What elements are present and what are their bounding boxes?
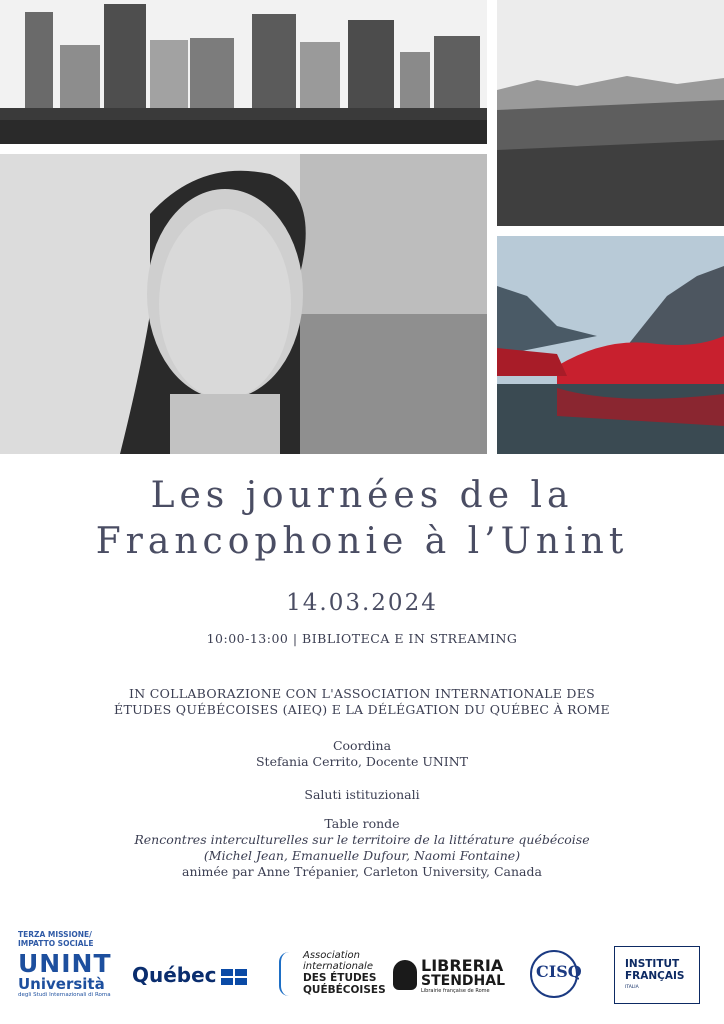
- collaboration-text: [0, 686, 724, 718]
- aieq-line1: Association: [303, 950, 360, 961]
- quebec-logo: [132, 963, 247, 987]
- table-ronde-block: [0, 816, 724, 880]
- aieq-mark-icon: [279, 952, 299, 996]
- coordination-label: Coordina: [332, 738, 392, 753]
- institut-line2: FRANÇAIS: [625, 970, 685, 982]
- unint-mission-line1: TERZA MISSIONE/: [18, 930, 92, 939]
- stendhal-portrait-icon: [393, 960, 417, 990]
- cisq-logo: [530, 948, 592, 998]
- collaboration-line2: ÉTUDES QUÉBÉCOISES (AIEQ) E LA DÉLÉGATION DU QUÉBEC À ROME: [114, 702, 610, 717]
- lake-mountain-photo: [497, 236, 724, 454]
- cisq-wordmark: CISQ: [536, 962, 582, 981]
- libreria-line2: STENDHAL: [421, 973, 506, 989]
- saluti-text: Saluti istituzionali: [304, 787, 420, 802]
- institut-line1: INSTITUT: [625, 958, 680, 970]
- libreria-stendhal-logo: [393, 958, 505, 994]
- aieq-logo: [275, 950, 385, 1002]
- institut-francais-wordmark: [625, 958, 684, 982]
- collaboration-line1: IN COLLABORAZIONE CON L'ASSOCIATION INTERNATIONALE DES: [128, 686, 596, 701]
- table-ronde-subtitle: Rencontres interculturelles sur le territoire de la littérature québécoise: [134, 832, 590, 847]
- unint-tagline: degli Studi Internazionali di Roma: [18, 992, 111, 998]
- unint-logo: [18, 930, 130, 1002]
- libreria-line1: LIBRERIA: [421, 956, 504, 975]
- event-title-line2: Francophonie à l’Unint: [95, 521, 629, 562]
- institut-francais-logo: [614, 946, 700, 1004]
- libreria-line3: Librairie française de Rome: [421, 988, 490, 994]
- aieq-line4: QUÉBÉCOISES: [303, 984, 386, 996]
- unint-mission-line2: IMPATTO SOCIALE: [18, 939, 94, 948]
- quebec-wordmark: Québec: [132, 963, 217, 987]
- event-date: 14.03.2024: [286, 590, 438, 616]
- forest-landscape-photo: [497, 0, 724, 226]
- city-skyline-photo: [0, 0, 487, 144]
- coordination-block: [0, 738, 724, 770]
- portrait-photo: [0, 154, 487, 454]
- table-ronde-moderator: animée par Anne Trépanier, Carleton University, Canada: [182, 864, 542, 879]
- table-ronde-label: Table ronde: [324, 816, 400, 831]
- event-title-line1: Les journées de la: [150, 475, 574, 516]
- institut-line3: ITALIA: [625, 985, 639, 990]
- coordination-name: Stefania Cerrito, Docente UNINT: [255, 754, 469, 769]
- table-ronde-guests: (Michel Jean, Emanuelle Dufour, Naomi Fontaine): [203, 848, 521, 863]
- aieq-line3: DES ÉTUDES: [303, 972, 377, 984]
- unint-universita: Università: [18, 975, 105, 993]
- unint-name: UNINT: [18, 949, 112, 978]
- event-time-place: 10:00-13:00 | BIBLIOTECA E IN STREAMING: [206, 631, 518, 646]
- quebec-flag-icon: [221, 969, 247, 985]
- aieq-line2: internationale: [303, 961, 373, 972]
